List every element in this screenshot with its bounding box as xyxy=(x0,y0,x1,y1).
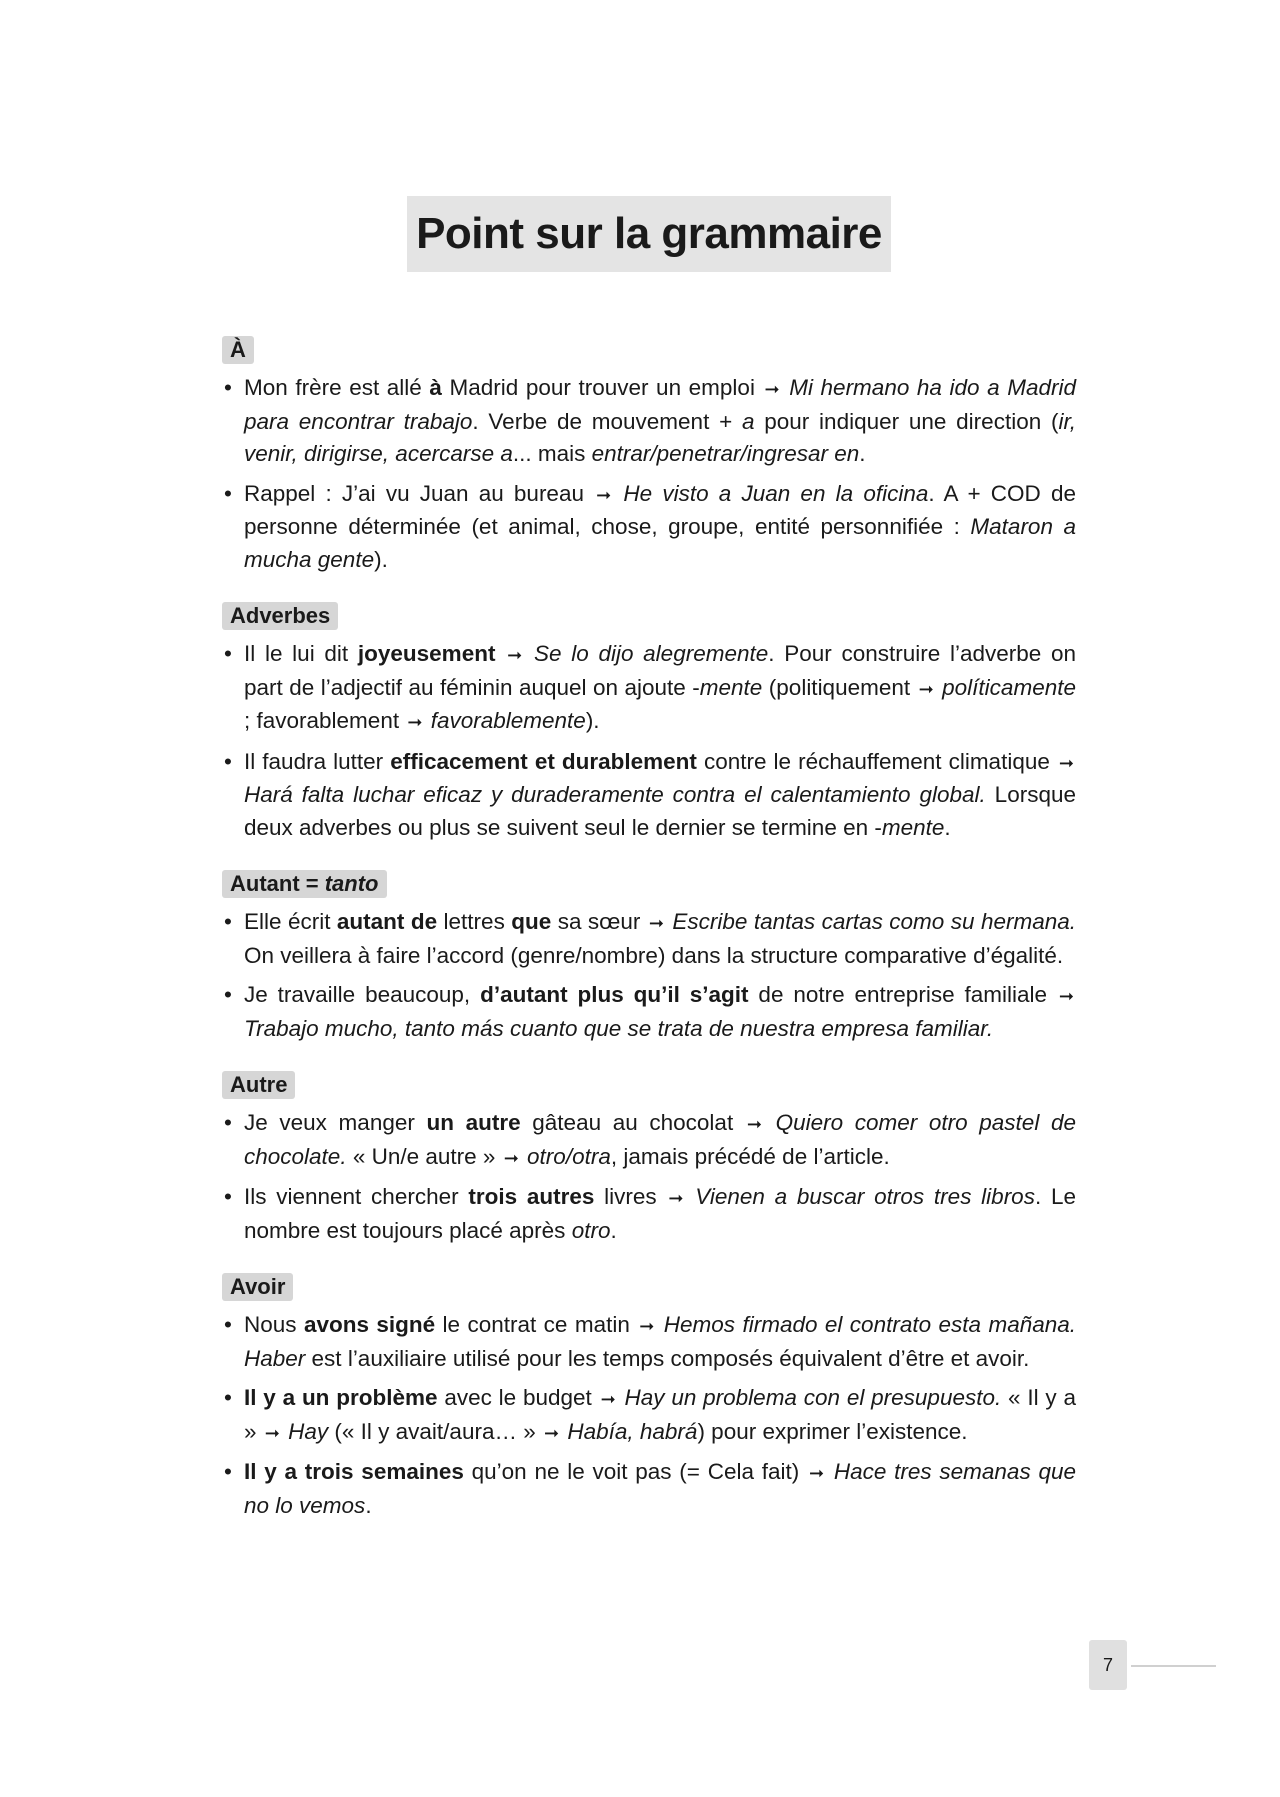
text-bold: Il y a trois semaines xyxy=(244,1459,464,1484)
text: . xyxy=(610,1217,617,1243)
page-number: 7 xyxy=(1089,1640,1127,1690)
text-bold: un autre xyxy=(426,1110,521,1135)
list-item xyxy=(222,478,1076,577)
text-italic: favorablemente xyxy=(430,708,586,733)
text: , jamais précédé de l’article. xyxy=(610,1143,890,1169)
section-label-adverbes: Adverbes xyxy=(222,602,338,630)
list-item xyxy=(222,1309,1076,1375)
text: gâteau au chocolat xyxy=(520,1110,745,1135)
text-italic: He visto a Juan en la oficina xyxy=(623,480,929,506)
text-bold: d’autant plus qu’il s’agit xyxy=(480,982,749,1007)
arrow-icon: ➞ xyxy=(264,1422,280,1443)
text: (« Il y avait/aura… » xyxy=(328,1418,542,1444)
arrow-icon: ➞ xyxy=(648,913,664,933)
title-box xyxy=(407,196,891,272)
text: . Verbe de mouvement + xyxy=(472,408,742,434)
text: Je veux manger xyxy=(244,1110,427,1135)
text-italic: Hace tres semanas que no lo vemos xyxy=(244,1459,1076,1518)
arrow-icon: ➞ xyxy=(1058,986,1074,1006)
text: contre le réchauffement climatique xyxy=(696,748,1057,774)
text-italic: Se lo dijo alegremente xyxy=(533,641,769,666)
text: le contrat ce matin xyxy=(435,1312,638,1337)
text: Ils viennent chercher xyxy=(244,1184,469,1209)
text-bold: efficacement et durablement xyxy=(390,748,697,774)
text: qu’on ne le voit pas (= Cela fait) xyxy=(463,1459,807,1484)
text: . Le nombre est toujours placé après xyxy=(244,1184,1076,1243)
text: ... mais xyxy=(512,441,592,466)
text-bold: que xyxy=(511,909,552,934)
text: « Un/e autre » xyxy=(346,1143,502,1169)
text: Lorsque deux adverbes ou plus se suivent seul le dernier se termine en - xyxy=(244,782,1076,840)
arrow-icon: ➞ xyxy=(918,678,934,699)
text-italic: Mataron a mucha gente xyxy=(244,514,1077,572)
text-italic: Quiero comer otro pastel de chocolate. xyxy=(244,1110,1076,1169)
text: livres xyxy=(594,1184,667,1209)
list-item xyxy=(222,979,1076,1045)
section-avoir xyxy=(222,1273,1076,1522)
list-item xyxy=(222,1107,1076,1174)
arrow-icon: ➞ xyxy=(764,379,780,399)
text: Je travaille beaucoup, xyxy=(244,982,481,1007)
list-item xyxy=(222,1382,1076,1449)
text-italic: Había, habrá xyxy=(567,1418,698,1444)
text: ). xyxy=(374,546,388,572)
text: (politiquement xyxy=(762,674,917,700)
arrow-icon: ➞ xyxy=(600,1389,616,1409)
arrow-icon: ➞ xyxy=(407,712,423,732)
section-label-avoir: Avoir xyxy=(222,1273,293,1301)
arrow-icon: ➞ xyxy=(1058,752,1074,773)
text-italic: políticamente xyxy=(942,674,1076,700)
text-italic: Hay un problema con el presupuesto. xyxy=(624,1385,1002,1410)
text: Rappel : J’ai vu Juan au bureau xyxy=(244,480,595,506)
arrow-icon: ➞ xyxy=(639,1316,655,1336)
text-italic: otro xyxy=(571,1217,611,1243)
section-label-italic: tanto xyxy=(324,871,379,896)
arrow-icon: ➞ xyxy=(543,1422,560,1443)
arrow-icon: ➞ xyxy=(503,1147,519,1168)
text: ; favorablement xyxy=(244,708,406,733)
text: ). xyxy=(585,708,600,733)
text: de notre entreprise familiale xyxy=(748,982,1057,1007)
section-label-autre: Autre xyxy=(222,1071,295,1099)
arrow-icon: ➞ xyxy=(809,1463,825,1483)
text: est l’auxiliaire utilisé pour les temps composés équivalent d’être et avoir. xyxy=(305,1345,1030,1371)
text: Nous xyxy=(244,1312,304,1337)
arrow-icon: ➞ xyxy=(596,484,612,505)
text: sa sœur xyxy=(551,909,647,934)
text: . Pour construire l’adverbe on part de l’adjectif au féminin auquel on ajoute - xyxy=(244,641,1077,700)
text-italic: Escribe tantas cartas como su hermana. xyxy=(672,909,1076,934)
text-italic: Hará falta luchar eficaz y duraderamente contra el calentamiento global. xyxy=(244,782,986,807)
page-title: Point sur la grammaire xyxy=(416,209,882,258)
text-italic: Vienen a buscar otros tres libros xyxy=(695,1184,1035,1209)
text-italic: mente xyxy=(699,674,763,700)
list-item xyxy=(222,1181,1076,1247)
text-bold: autant de xyxy=(336,909,438,934)
text-italic: entrar/penetrar/ingresar en xyxy=(591,441,860,466)
text: lettres xyxy=(437,909,512,934)
section-label-text: Autant = xyxy=(230,871,325,896)
list-item xyxy=(222,372,1076,471)
text: Mon frère est allé xyxy=(244,375,430,400)
list-item xyxy=(222,1456,1076,1522)
arrow-icon: ➞ xyxy=(668,1188,684,1208)
text: ) pour exprimer l’existence. xyxy=(697,1418,968,1444)
list-item xyxy=(222,906,1076,972)
page-divider xyxy=(1131,1665,1216,1667)
text: pour indiquer une direction ( xyxy=(754,408,1059,434)
text-italic: mente xyxy=(881,814,945,840)
section-label-autant xyxy=(222,870,387,898)
text: . A + COD de personne déterminée (et animal, chose, groupe, entité personnifiée : xyxy=(244,480,1076,539)
section-label-a: À xyxy=(222,336,254,364)
text: Madrid pour trouver un emploi xyxy=(441,375,763,400)
text: . xyxy=(365,1492,372,1518)
text-bold: trois autres xyxy=(468,1184,595,1209)
grammar-content xyxy=(222,336,1076,1548)
text-bold: à xyxy=(429,375,442,400)
text: . xyxy=(859,441,866,466)
text-italic: Hay xyxy=(288,1418,329,1444)
text-italic: Trabajo mucho, tanto más cuanto que se trata de nuestra empresa familiar. xyxy=(244,1015,994,1041)
list-item xyxy=(222,746,1076,845)
section-adverbes xyxy=(222,602,1076,844)
text: . xyxy=(944,814,951,840)
text-italic: a xyxy=(741,408,755,434)
section-a xyxy=(222,336,1076,576)
text: Elle écrit xyxy=(244,909,337,934)
text: Il faudra lutter xyxy=(244,748,391,774)
text-italic: Mi hermano ha ido a Madrid para encontrar trabajo xyxy=(244,375,1076,434)
text-italic: ir, venir, dirigirse, acercarse a xyxy=(244,408,1076,466)
section-autant xyxy=(222,870,1076,1045)
text: On veillera à faire l’accord (genre/nombre) dans la structure comparative d’égalité. xyxy=(244,942,1064,968)
text: Il le lui dit xyxy=(244,641,358,666)
text: « Il y a » xyxy=(244,1385,1076,1444)
text-bold: joyeusement xyxy=(357,641,496,666)
arrow-icon: ➞ xyxy=(507,645,523,665)
text-italic: otro/otra xyxy=(527,1143,611,1169)
text-bold: avons signé xyxy=(303,1312,436,1337)
text-bold: Il y a un problème xyxy=(244,1385,438,1410)
section-autre xyxy=(222,1071,1076,1247)
text-italic: Hemos firmado el contrato esta mañana. Haber xyxy=(244,1312,1077,1371)
list-item xyxy=(222,638,1076,739)
text: avec le budget xyxy=(437,1385,599,1410)
arrow-icon: ➞ xyxy=(746,1114,762,1134)
